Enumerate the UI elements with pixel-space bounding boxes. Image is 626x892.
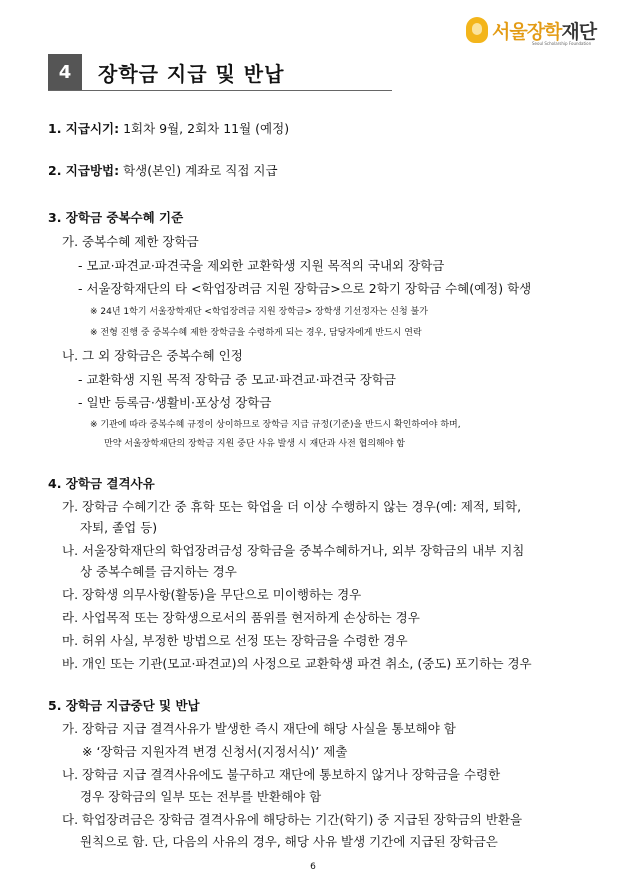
- s5-item-da-line1: 다. 학업장려금은 장학금 결격사유에 해당하는 기간(학기) 중 지급된 장학금의 반환을: [62, 812, 523, 827]
- section-divider: [48, 90, 392, 91]
- s5-item-ga: 가. 장학금 지급 결격사유가 발생한 즉시 재단에 해당 사실을 통보해야 함: [62, 721, 456, 736]
- s3-na-note-2: 만약 서울장학재단의 장학금 지원 중단 사유 발생 시 재단과 사전 협의해야 함: [104, 439, 405, 449]
- s3-na-note-1: ※ 기관에 따라 중복수혜 규정이 상이하므로 장학금 지급 규정(기준)을 반드시 확인하여야 하며,: [90, 420, 461, 430]
- s3-item-na: 나. 그 외 장학금은 중복수혜 인정: [62, 348, 243, 363]
- s4-item-ra: 라. 사업목적 또는 장학생으로서의 품위를 현저하게 손상하는 경우: [62, 610, 420, 625]
- s5-item-na-line2: 경우 장학금의 일부 또는 전부를 반환해야 함: [80, 789, 322, 804]
- s3-item-ga: 가. 중복수혜 제한 장학금: [62, 234, 199, 249]
- foundation-logo: [466, 15, 597, 51]
- s4-item-da: 다. 장학생 의무사항(활동)을 무단으로 미이행하는 경우: [62, 587, 362, 602]
- s3-ga-note-1: ※ 24년 1학기 서울장학재단 <학업장려금 지원 장학금> 장학생 기선정자는 신청 불가: [90, 307, 428, 317]
- seal-icon: [466, 17, 488, 43]
- s5-heading: 5. 장학금 지급중단 및 반납: [48, 698, 200, 713]
- s3-heading: 3. 장학금 중복수혜 기준: [48, 210, 184, 225]
- s4-heading: 4. 장학금 결격사유: [48, 476, 155, 491]
- s4-item-ba: 바. 개인 또는 기관(모교·파견교)의 사정으로 교환학생 파견 취소, (중도) 포기하는 경우: [62, 656, 532, 671]
- section-title: 장학금 지급 및 반납: [98, 62, 285, 86]
- s4-item-ga-line2: 자퇴, 졸업 등): [80, 520, 158, 535]
- s3-na-bullet-2: - 일반 등록금·생활비·포상성 장학금: [78, 395, 272, 410]
- logo-wordmark: 서울장학재단: [492, 21, 597, 43]
- s5-item-da-line2: 원칙으로 함. 단, 다음의 사유의 경우, 해당 사유 발생 기간에 지급된 장학금은: [80, 834, 498, 849]
- s3-ga-bullet-1: - 모교·파견교·파견국을 제외한 교환학생 지원 목적의 국내외 장학금: [78, 258, 445, 273]
- payment-method: 2. 지급방법: 학생(본인) 계좌로 직접 지급: [48, 163, 278, 178]
- s4-item-ma: 마. 허위 사실, 부정한 방법으로 선정 또는 장학금을 수령한 경우: [62, 633, 408, 648]
- s4-item-na-line1: 나. 서울장학재단의 학업장려금성 장학금을 중복수혜하거나, 외부 장학금의 내부 지침: [62, 543, 525, 558]
- page-number: 6: [310, 862, 316, 872]
- s4-item-ga-line1: 가. 장학금 수혜기간 중 휴학 또는 학업을 더 이상 수행하지 않는 경우(예: 제적, 퇴학,: [62, 499, 522, 514]
- payment-timing: 1. 지급시기: 1회차 9월, 2회차 11월 (예정): [48, 121, 290, 136]
- logo-subtitle: Seoul Scholarship Foundation: [532, 41, 592, 46]
- s5-ga-note: ※ ‘장학금 지원자격 변경 신청서(지정서식)’ 제출: [82, 744, 348, 759]
- s3-na-bullet-1: - 교환학생 지원 목적 장학금 중 모교·파견교·파견국 장학금: [78, 372, 396, 387]
- section-number: 4: [48, 54, 82, 90]
- s3-ga-note-2: ※ 전형 진행 중 중복수혜 제한 장학금을 수령하게 되는 경우, 담당자에게 반드시 연락: [90, 328, 422, 338]
- s3-ga-bullet-2: - 서울장학재단의 타 <학업장려금 지원 장학금>으로 2학기 장학금 수혜(예정) 학생: [78, 281, 532, 296]
- s5-item-na-line1: 나. 장학금 지급 결격사유에도 불구하고 재단에 통보하지 않거나 장학금을 수령한: [62, 767, 501, 782]
- s4-item-na-line2: 상 중복수혜를 금지하는 경우: [80, 564, 237, 579]
